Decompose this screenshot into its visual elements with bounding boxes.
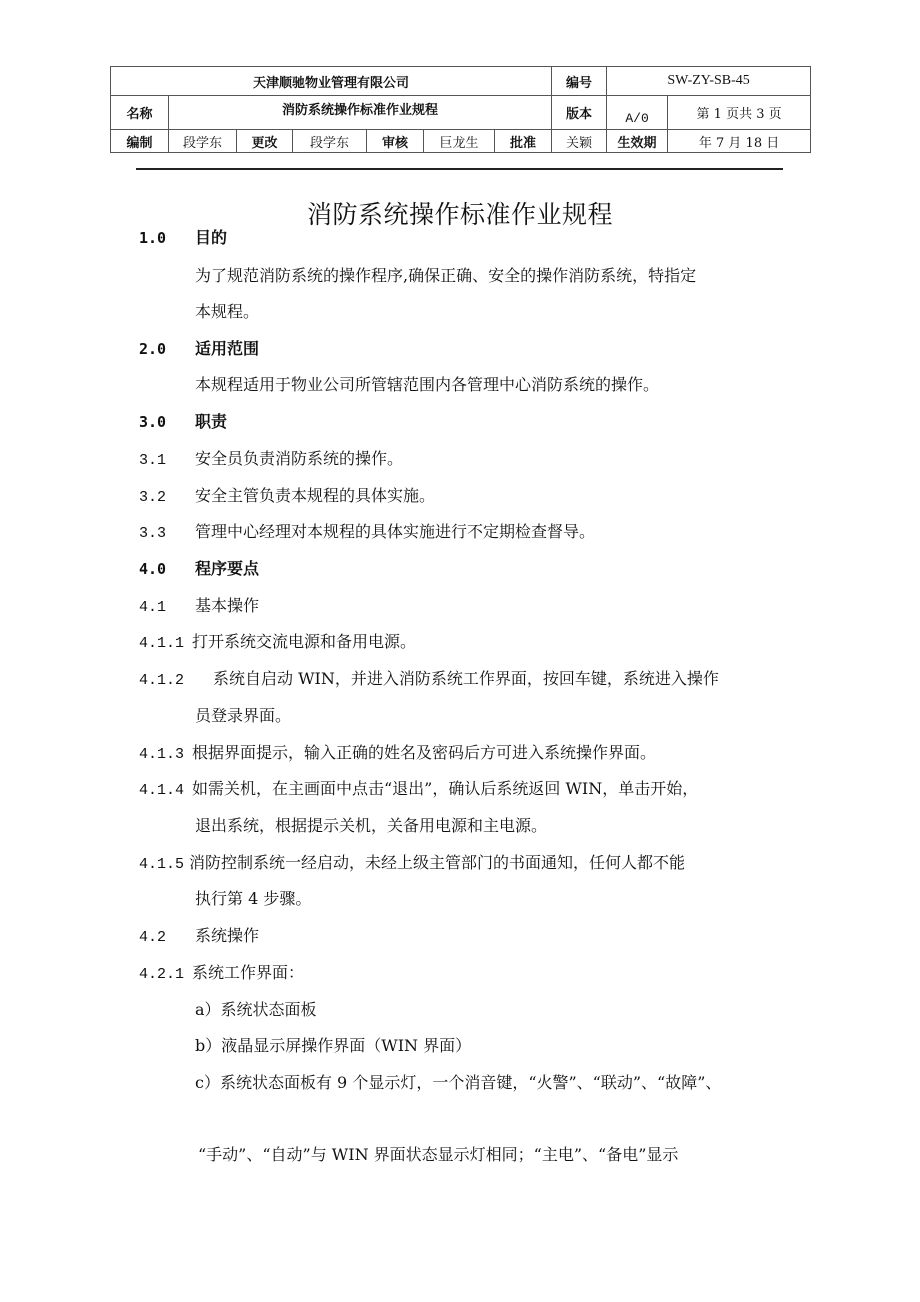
item-text: 根据界面提示，输入正确的姓名及密码后方可进入系统操作界面。 xyxy=(192,743,657,762)
name-value: 消防系统操作标准作业规程 xyxy=(169,96,552,130)
code-value: SW-ZY-SB-45 xyxy=(607,67,811,96)
item-number: 4.1.2 xyxy=(139,672,185,689)
item-number: 4.2 xyxy=(139,929,167,946)
sub-item: c）系统状态面板有 9 个显示灯，一个消音键，“火警”、“联动”、“故障”、 xyxy=(195,1073,722,1092)
list-item xyxy=(139,449,403,471)
list-item xyxy=(139,632,416,654)
item-text: 如需关机，在主画面中点击“退出”，确认后系统返回 WIN，单击开始， xyxy=(192,779,699,798)
item-number: 3.1 xyxy=(139,452,167,469)
title-divider xyxy=(136,168,783,170)
list-item xyxy=(139,596,259,618)
compiled-label: 编制 xyxy=(111,130,169,153)
name-label: 名称 xyxy=(111,96,169,130)
section-title: 程序要点 xyxy=(195,559,260,578)
item-text: 系统自启动 WIN，并进入消防系统工作界面，按回车键，系统进入操作 xyxy=(213,669,719,688)
list-item xyxy=(139,853,685,875)
company-name: 天津顺驰物业管理有限公司 xyxy=(111,67,552,96)
list-item xyxy=(139,669,719,691)
section-number: 1.0 xyxy=(139,229,167,247)
section-number: 4.0 xyxy=(139,560,167,578)
revised-by: 段学东 xyxy=(293,130,367,153)
item-text: 消防控制系统一经启动，未经上级主管部门的书面通知，任何人都不能 xyxy=(189,853,686,872)
paragraph-line: 为了规范消防系统的操作程序,确保正确、安全的操作消防系统，特指定 xyxy=(195,266,697,285)
item-number: 4.2.1 xyxy=(139,966,185,983)
revised-label: 更改 xyxy=(237,130,293,153)
section-heading xyxy=(139,559,259,579)
item-number: 4.1.3 xyxy=(139,746,185,763)
item-text: 打开系统交流电源和备用电源。 xyxy=(192,632,417,651)
item-text: 系统操作 xyxy=(195,926,260,945)
paragraph-line: 退出系统，根据提示关机，关备用电源和主电源。 xyxy=(195,816,548,835)
list-item xyxy=(139,486,435,508)
compiled-by: 段学东 xyxy=(169,130,237,153)
version-label: 版本 xyxy=(552,96,607,130)
reviewed-label: 审核 xyxy=(367,130,424,153)
list-item xyxy=(139,522,595,544)
section-number: 2.0 xyxy=(139,340,167,358)
section-title: 目的 xyxy=(195,228,228,247)
section-title: 职责 xyxy=(195,412,228,431)
document-title: 消防系统操作标准作业规程 xyxy=(306,199,613,229)
paragraph-line: 员登录界面。 xyxy=(195,706,292,725)
sub-item: a）系统状态面板 xyxy=(195,1000,317,1019)
approved-label: 批准 xyxy=(495,130,552,153)
section-number: 3.0 xyxy=(139,413,167,431)
section-title: 适用范围 xyxy=(195,339,260,358)
item-text: 安全员负责消防系统的操作。 xyxy=(195,449,404,468)
item-text: 系统工作界面： xyxy=(192,963,305,982)
item-number: 4.1.5 xyxy=(139,856,185,873)
paragraph-line: 本规程。 xyxy=(195,302,260,321)
item-text: 安全主管负责本规程的具体实施。 xyxy=(195,486,436,505)
item-number: 3.2 xyxy=(139,489,167,506)
section-heading xyxy=(139,412,227,432)
version-value: A/0 xyxy=(607,96,668,130)
document-control-table xyxy=(110,66,811,153)
code-label: 编号 xyxy=(552,67,607,96)
item-number: 4.1 xyxy=(139,599,167,616)
paragraph-line: 本规程适用于物业公司所管辖范围内各管理中心消防系统的操作。 xyxy=(195,375,660,394)
item-number: 4.1.1 xyxy=(139,635,185,652)
section-heading xyxy=(139,339,259,359)
list-item xyxy=(139,963,304,985)
section-heading xyxy=(139,228,227,248)
effective-label: 生效期 xyxy=(607,130,668,153)
page-info: 第 1 页共 3 页 xyxy=(668,96,811,130)
item-text: 管理中心经理对本规程的具体实施进行不定期检查督导。 xyxy=(195,522,596,541)
sub-item: b）液晶显示屏操作界面（WIN 界面） xyxy=(195,1036,472,1055)
list-item xyxy=(139,779,698,801)
paragraph-line: 执行第 4 步骤。 xyxy=(195,889,312,908)
approved-by: 关颖 xyxy=(552,130,607,153)
paragraph-line: “手动”、“自动”与 WIN 界面状态显示灯相同；“主电”、“备电”显示 xyxy=(198,1145,679,1164)
list-item xyxy=(139,926,259,948)
list-item xyxy=(139,743,656,765)
effective-date: 年 7 月 18 日 xyxy=(668,130,811,153)
item-text: 基本操作 xyxy=(195,596,260,615)
reviewed-by: 巨龙生 xyxy=(424,130,495,153)
item-number: 3.3 xyxy=(139,525,167,542)
item-number: 4.1.4 xyxy=(139,782,185,799)
